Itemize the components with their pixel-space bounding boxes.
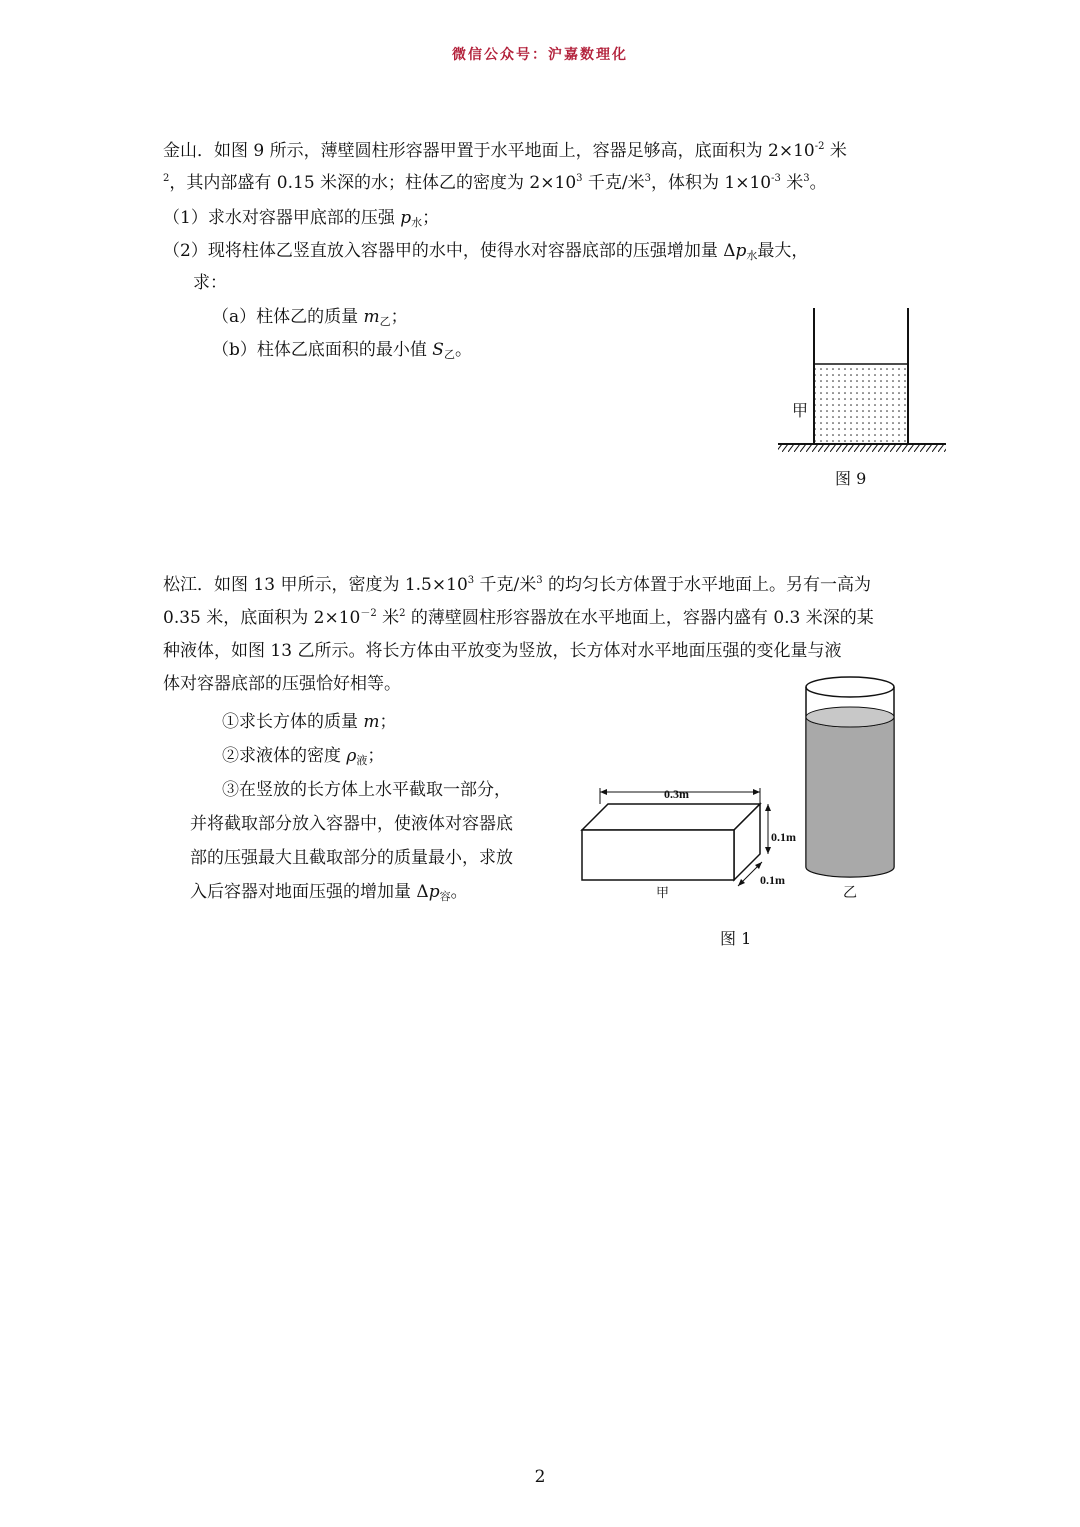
songjiang-line-3: 种液体，如图 13 乙所示。将长方体由平放变为竖放，长方体对水平地面压强的变化量与液 [163, 641, 842, 661]
figure-1-cylinder-diagram [800, 675, 900, 885]
jinshan-question-2b: （b）柱体乙底面积的最小值 $S_乙$。 [212, 340, 472, 361]
figure-9-container-label: 甲 [792, 401, 809, 420]
figure-1-length-label: 0.3m [664, 787, 689, 801]
songjiang-question-2: ②求液体的密度 $\rho_液$； [222, 746, 385, 767]
figure-1-height-label: 0.1m [771, 830, 796, 844]
songjiang-question-3: ③在竖放的长方体上水平截取一部分， [222, 780, 511, 800]
water [814, 364, 908, 444]
figure-1-width-label: 0.1m [760, 873, 785, 887]
songjiang-question-3-line-3: 部的压强最大且截取部分的质量最小，求放 [190, 848, 513, 868]
songjiang-question-3-line-4: 入后容器对地面压强的增加量 $\Delta p_容$。 [190, 882, 468, 903]
figure-9-caption: 图 9 [835, 469, 867, 488]
jinshan-question-2: （2）现将柱体乙竖直放入容器甲的水中，使得水对容器底部的压强增加量 $\Delta p_水$最大， [163, 241, 809, 262]
figure-1-block-label: 甲 [656, 886, 670, 901]
songjiang-question-1: ①求长方体的质量 m； [222, 712, 397, 732]
jinshan-question-2-cont: 求： [193, 273, 227, 293]
songjiang-line-1: 松江．如图 13 甲所示，密度为 $1.5\times 10^3$ 千克/米$^3$ 的均匀长方体置于水平地面上。另有一高为 [163, 575, 872, 595]
figure-9-container-diagram [770, 300, 950, 460]
songjiang-line-2: 0.35 米，底面积为 $2\times 10^{-2}$ 米$^2$ 的薄壁圆柱形容器放在水平地面上，容器内盛有 0.3 米深的某 [163, 608, 874, 628]
figure-1-cylinder-label: 乙 [843, 885, 857, 901]
songjiang-question-3-line-2: 并将截取部分放入容器中，使液体对容器底 [190, 814, 513, 834]
songjiang-line-4: 体对容器底部的压强恰好相等。 [163, 674, 401, 694]
jinshan-question-2a: （a）柱体乙的质量 $m_乙$； [212, 307, 408, 328]
page-header: 微信公众号：沪嘉数理化 [452, 47, 628, 63]
jinshan-question-1: （1）求水对容器甲底部的压强 $p_水$； [163, 208, 440, 229]
jinshan-line-1: 金山．如图 9 所示，薄壁圆柱形容器甲置于水平地面上，容器足够高，底面积为 $2\times 10^{-2}$ 米 [163, 141, 847, 161]
jinshan-line-2: $^2$，其内部盛有 0.15 米深的水；柱体乙的密度为 $2\times 10^3$ 千克/米$^3$，体积为 $1\times 10^{-3}$ 米$^3$。 [163, 173, 827, 193]
figure-1-caption: 图 1 [720, 929, 752, 948]
page-number: 2 [534, 1467, 546, 1487]
